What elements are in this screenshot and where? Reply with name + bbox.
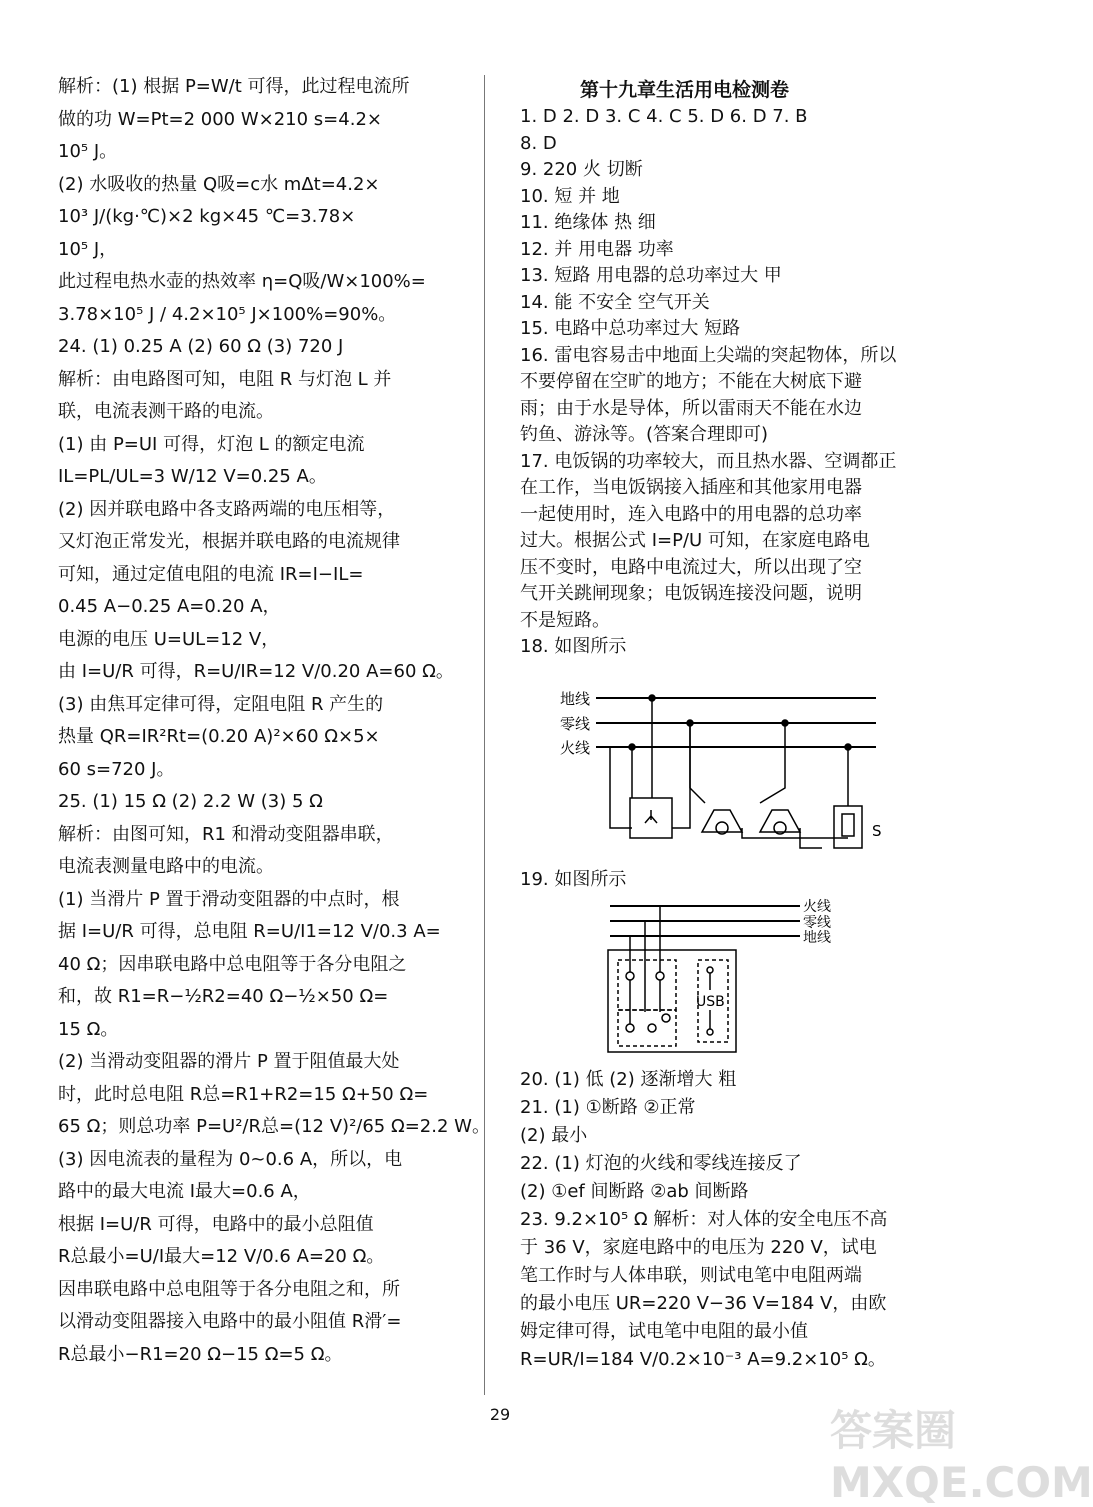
figure-19-circuit — [600, 892, 860, 1067]
left-line: 热量 QR=IR²Rt=(0.20 A)²×60 Ω×5× — [58, 726, 380, 747]
right_c-line: 21. (1) ①断路 ②正常 — [520, 1097, 696, 1118]
left-line: 根据 I=U/R 可得，电路中的最小总阻值 — [58, 1213, 374, 1235]
right_a-line: 气开关跳闸现象；电饭锅连接没问题，说明 — [520, 583, 862, 604]
left-line: 0.45 A−0.25 A=0.20 A， — [58, 596, 281, 617]
fig18-ground-label: 地线 — [560, 690, 591, 708]
fig19-ground-label: 地线 — [803, 930, 831, 946]
left-line: 3.78×10⁵ J / 4.2×10⁵ J×100%=90%。 — [58, 303, 397, 325]
right_c-line: 的最小电压 UR=220 V−36 V=184 V，由欧 — [520, 1293, 887, 1314]
fig18-switch-label: S — [872, 822, 882, 840]
right_c-line: 笔工作时与人体串联，则试电笔中电阻两端 — [520, 1265, 862, 1286]
left-line: R总最小=U/I最大=12 V/0.6 A=20 Ω。 — [58, 1246, 385, 1267]
right_c-line: 于 36 V，家庭电路中的电压为 220 V，试电 — [520, 1237, 877, 1258]
right_c-line: (2) 最小 — [520, 1125, 588, 1146]
left-line: (2) 水吸收的热量 Q吸=c水 mΔt=4.2× — [58, 173, 380, 195]
right_c-line: 20. (1) 低 (2) 逐渐增大 粗 — [520, 1069, 737, 1090]
left-line: 因串联电路中总电阻等于各分电阻之和，所 — [58, 1278, 400, 1300]
left-line: 据 I=U/R 可得，总电阻 R=U/I1=12 V/0.3 A= — [58, 921, 441, 942]
right_a-line: 13. 短路 用电器的总功率过大 甲 — [520, 265, 782, 286]
fig18-neutral-label: 零线 — [560, 715, 591, 733]
left-line: 15 Ω。 — [58, 1018, 119, 1040]
left-line: 以滑动变阻器接入电路中的最小阻值 R滑′= — [58, 1311, 402, 1332]
left-line: 10³ J/(kg·℃)×2 kg×45 ℃=3.78× — [58, 206, 356, 227]
right_a-line: 1. D 2. D 3. C 4. C 5. D 6. D 7. B — [520, 106, 808, 127]
right_a-line: 不是短路。 — [520, 609, 610, 631]
left-line: 25. (1) 15 Ω (2) 2.2 W (3) 5 Ω — [58, 791, 323, 812]
left-line: 联，电流表测干路的电流。 — [58, 401, 274, 422]
left-line: R总最小−R1=20 Ω−15 Ω=5 Ω。 — [58, 1343, 343, 1365]
right_a-line: 11. 绝缘体 热 细 — [520, 212, 656, 233]
right_a-line: 钓鱼、游泳等。(答案合理即可) — [520, 424, 769, 445]
fig19-usb-label: USB — [696, 994, 725, 1010]
right_a-line: 16. 雷电容易击中地面上尖端的突起物体，所以 — [520, 344, 897, 366]
left-line: 解析：由图可知，R1 和滑动变阻器串联， — [58, 823, 394, 845]
right_a-line: 10. 短 并 地 — [520, 185, 620, 207]
page-number: 29 — [489, 1405, 511, 1424]
right_a-line: 8. D — [520, 132, 557, 154]
right_a-line: 15. 电路中总功率过大 短路 — [520, 318, 741, 339]
right_a-line: 18. 如图所示 — [520, 636, 627, 657]
right_a-line: 在工作，当电饭锅接入插座和其他家用电器 — [520, 477, 862, 498]
right_a-line: 14. 能 不安全 空气开关 — [520, 291, 710, 313]
right_a-line: 17. 电饭锅的功率较大，而且热水器、空调都正 — [520, 450, 897, 472]
left-line: 此过程电热水壶的热效率 η=Q吸/W×100%= — [58, 271, 426, 292]
left-line: (2) 当滑动变阻器的滑片 P 置于阻值最大处 — [58, 1051, 400, 1072]
left-line: 又灯泡正常发光，根据并联电路的电流规律 — [58, 531, 400, 552]
fig19-live-label: 火线 — [803, 899, 831, 915]
right_a-line: 不要停留在空旷的地方；不能在大树底下避 — [520, 371, 862, 392]
left-line: 做的功 W=Pt=2 000 W×210 s=4.2× — [58, 108, 382, 130]
left-line: 10⁵ J。 — [58, 141, 118, 162]
left-line: (1) 当滑片 P 置于滑动变阻器的中点时，根 — [58, 888, 400, 910]
left-line: 40 Ω；因串联电路中总电阻等于各分电阻之 — [58, 953, 407, 975]
left-line: 由 I=U/R 可得，R=U/IR=12 V/0.20 A=60 Ω。 — [58, 661, 454, 682]
left-line: (1) 由 P=UI 可得，灯泡 L 的额定电流 — [58, 433, 365, 455]
right_c-line: 姆定律可得，试电笔中电阻的最小值 — [520, 1321, 808, 1342]
right_a-line: 一起使用时，连入电路中的用电器的总功率 — [520, 503, 862, 525]
left-line: IL=PL/UL=3 W/12 V=0.25 A。 — [58, 466, 327, 487]
left-line: 电源的电压 U=UL=12 V， — [58, 628, 280, 650]
left-line: 解析：(1) 根据 P=W/t 可得，此过程电流所 — [58, 76, 410, 97]
right_a-line: 12. 并 用电器 功率 — [520, 238, 674, 260]
left-line: 65 Ω；则总功率 P=U²/R总=(12 V)²/65 Ω=2.2 W。 — [58, 1116, 490, 1137]
left-line: 解析：由电路图可知，电阻 R 与灯泡 L 并 — [58, 368, 392, 390]
left-line: (2) 因并联电路中各支路两端的电压相等， — [58, 498, 396, 520]
left-line: (3) 由焦耳定律可得，定阻电阻 R 产生的 — [58, 693, 384, 715]
left-line: 10⁵ J， — [58, 238, 118, 260]
right_a-line: 过大。根据公式 I=P/U 可知，在家庭电路电 — [520, 530, 870, 551]
chapter-title: 第十九章生活用电检测卷 — [580, 79, 790, 101]
column-divider — [484, 75, 485, 1395]
left-line: (3) 因电流表的量程为 0~0.6 A，所以，电 — [58, 1148, 403, 1170]
right_c-line: R=UR/I=184 V/0.2×10⁻³ A=9.2×10⁵ Ω。 — [520, 1349, 886, 1370]
left-line: 时，此时总电阻 R总=R1+R2=15 Ω+50 Ω= — [58, 1083, 429, 1105]
right_c-line: (2) ①ef 间断路 ②ab 间断路 — [520, 1181, 749, 1202]
left-line: 电流表测量电路中的电流。 — [58, 856, 274, 877]
left-line: 可知，通过定值电阻的电流 IR=I−IL= — [58, 563, 364, 585]
right_a-line: 雨；由于水是导体，所以雷雨天不能在水边 — [520, 397, 862, 419]
right_c-line: 22. (1) 灯泡的火线和零线连接反了 — [520, 1153, 802, 1174]
left-line: 和，故 R1=R−½R2=40 Ω−½×50 Ω= — [58, 986, 389, 1007]
left-line: 路中的最大电流 I最大=0.6 A， — [58, 1181, 311, 1202]
right_b-line: 19. 如图所示 — [520, 869, 627, 890]
fig18-live-label: 火线 — [560, 739, 591, 757]
right_c-line: 23. 9.2×10⁵ Ω 解析：对人体的安全电压不高 — [520, 1209, 888, 1230]
fig19-neutral-label: 零线 — [803, 915, 831, 931]
left-line: 24. (1) 0.25 A (2) 60 Ω (3) 720 J — [58, 336, 344, 357]
watermark: 答案圈 MXQE.COM — [830, 1406, 1093, 1507]
figure-18-circuit — [560, 688, 900, 863]
right_a-line: 压不变时，电路中电流过大，所以出现了空 — [520, 556, 862, 578]
right_a-line: 9. 220 火 切断 — [520, 159, 643, 180]
left-line: 60 s=720 J。 — [58, 758, 175, 780]
